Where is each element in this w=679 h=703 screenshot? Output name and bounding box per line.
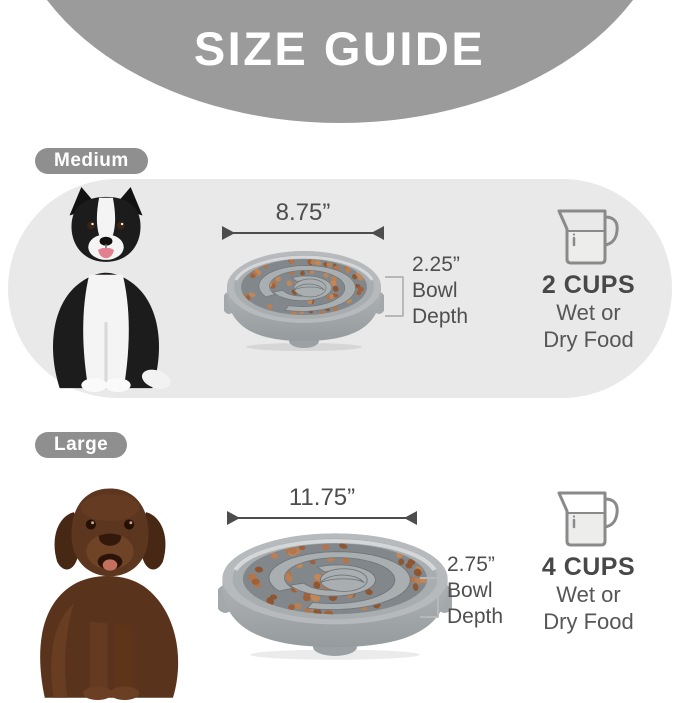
medium-capacity-text: 2 CUPS Wet or Dry Food (541, 271, 636, 352)
medium-depth-bracket (385, 276, 404, 317)
medium-size-badge: Medium (35, 148, 148, 174)
measuring-cup-icon (553, 489, 621, 553)
large-depth-bracket (420, 577, 439, 618)
large-dimension-arrow (227, 511, 417, 525)
measuring-cup-icon (553, 207, 621, 271)
large-depth-text: 2.75” Bowl Depth (447, 553, 504, 628)
arrowhead-right-icon (371, 226, 384, 240)
page-title: SIZE GUIDE (193, 22, 486, 75)
large-capacity-text: 4 CUPS Wet or Dry Food (541, 553, 636, 634)
chocolate-labrador-image (20, 462, 200, 700)
arrowhead-right-icon (404, 511, 417, 525)
medium-dimension-arrow (222, 226, 384, 240)
large-slow-feeder-bowl-image (218, 527, 452, 661)
medium-slow-feeder-bowl-image (224, 246, 384, 352)
medium-depth-text: 2.25” Bowl Depth (412, 253, 469, 328)
large-size-badge: Large (35, 432, 127, 458)
border-collie-image (30, 184, 182, 396)
large-width-label: 11.75” (288, 484, 356, 511)
medium-width-label: 8.75” (275, 199, 331, 226)
